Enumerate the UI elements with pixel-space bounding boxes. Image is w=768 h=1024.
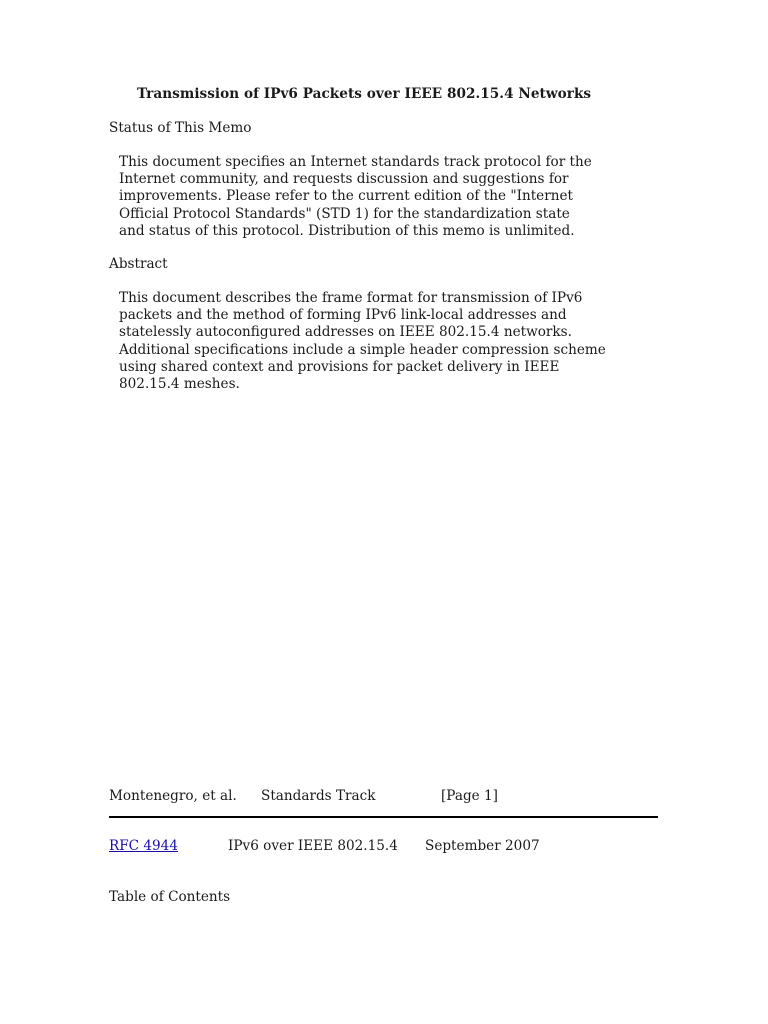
status-line: and status of this protocol. Distribution of this memo is unlimited. [119, 222, 575, 239]
footer-track: Standards Track [261, 788, 376, 804]
abstract-paragraph [119, 290, 606, 393]
status-line: improvements. Please refer to the current edition of the "Internet [119, 188, 573, 205]
document-title: Transmission of IPv6 Packets over IEEE 802.15.4 Networks [137, 86, 592, 102]
header-short-title: IPv6 over IEEE 802.15.4 [228, 838, 398, 854]
status-paragraph [119, 154, 592, 240]
abstract-line: Additional specifications include a simple header compression scheme [119, 341, 606, 358]
status-line: Official Protocol Standards" (STD 1) for the standardization state [119, 205, 570, 222]
toc-heading: Table of Contents [109, 889, 231, 905]
header-date: September 2007 [425, 838, 540, 854]
footer-authors: Montenegro, et al. [109, 788, 237, 804]
page-break-divider [109, 816, 658, 818]
abstract-line: using shared context and provisions for packet delivery in IEEE [119, 358, 560, 375]
rfc-number-link[interactable]: RFC 4944 [109, 838, 178, 854]
abstract-line: packets and the method of forming IPv6 link-local addresses and [119, 307, 567, 324]
abstract-line: statelessly autoconfigured addresses on IEEE 802.15.4 networks. [119, 324, 572, 341]
status-line: Internet community, and requests discussion and suggestions for [119, 171, 569, 188]
status-heading: Status of This Memo [109, 120, 252, 136]
status-line: This document specifies an Internet standards track protocol for the [119, 154, 592, 170]
footer-page-number: [Page 1] [441, 788, 498, 804]
abstract-line: 802.15.4 meshes. [119, 376, 240, 393]
abstract-line: This document describes the frame format for transmission of IPv6 [119, 290, 583, 306]
abstract-heading: Abstract [109, 256, 168, 272]
